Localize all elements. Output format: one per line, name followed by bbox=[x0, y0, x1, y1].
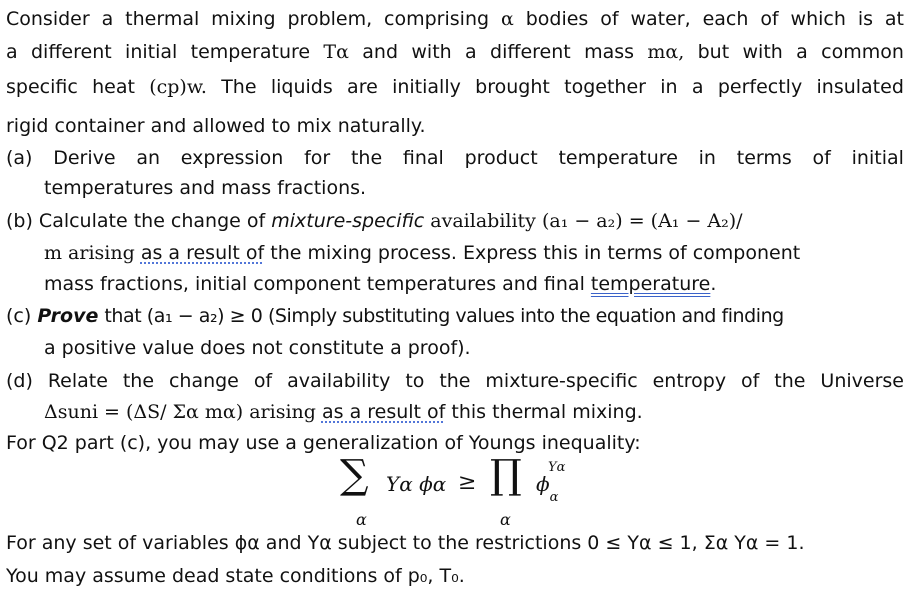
product-exponent: Yα bbox=[548, 460, 566, 475]
intro-line-3 bbox=[6, 74, 904, 100]
word: mass bbox=[584, 41, 635, 63]
sum-term: Yα ϕα bbox=[386, 472, 447, 496]
word: are bbox=[347, 76, 378, 98]
word: an bbox=[136, 147, 161, 169]
word: specific bbox=[6, 76, 78, 98]
part-d-line-2 bbox=[44, 399, 643, 425]
word: Consider bbox=[6, 8, 90, 30]
part-b-line-1 bbox=[6, 208, 743, 234]
part-c-text: that (a₁ − a₂) ≥ 0 (Simply substituting values into the equation and finding bbox=[104, 305, 784, 327]
word: different bbox=[490, 41, 571, 63]
word: change bbox=[168, 370, 239, 392]
word: availability bbox=[287, 370, 391, 392]
word: initial bbox=[851, 147, 904, 169]
word: each bbox=[702, 8, 749, 30]
word: in bbox=[660, 76, 678, 98]
word: temperature bbox=[190, 41, 311, 63]
word: liquids bbox=[270, 76, 333, 98]
word: which bbox=[790, 8, 846, 30]
word: of bbox=[812, 147, 831, 169]
word: common bbox=[821, 41, 904, 63]
word: mixture-specific bbox=[485, 370, 638, 392]
part-c-line-1 bbox=[6, 303, 784, 329]
word: perfectly bbox=[717, 76, 803, 98]
word: to bbox=[405, 370, 425, 392]
word: problem, bbox=[287, 8, 373, 30]
word: the bbox=[122, 370, 155, 392]
part-c-emphasis: Prove bbox=[37, 305, 99, 327]
word: Universe bbox=[820, 370, 904, 392]
part-c-line-2: a positive value does not constitute a proof). bbox=[44, 337, 471, 359]
part-b-text: m arising bbox=[44, 242, 135, 264]
word: water, bbox=[630, 8, 691, 30]
word: mα, bbox=[647, 41, 685, 63]
dead-state-text: You may assume dead state conditions of p₀, T₀. bbox=[6, 565, 465, 587]
word: heat bbox=[92, 76, 135, 98]
part-b-availability-expr: availability (a₁ − a₂) = (A₁ − A₂)/ bbox=[430, 210, 743, 232]
intro-line-2 bbox=[6, 39, 904, 65]
word: the bbox=[350, 147, 383, 169]
product-symbol: ∏ bbox=[490, 452, 522, 498]
word: brought bbox=[475, 76, 550, 98]
word: of bbox=[741, 370, 760, 392]
word: product bbox=[464, 147, 538, 169]
part-d-entropy-expr: Δsuni = (ΔS/ Σα mα) arising bbox=[44, 401, 316, 423]
grammar-flag[interactable]: as a result of bbox=[321, 401, 446, 423]
word: is bbox=[857, 8, 873, 30]
part-a-line-2: temperatures and mass fractions. bbox=[44, 177, 367, 199]
word: bodies bbox=[525, 8, 589, 30]
word: entropy bbox=[652, 370, 727, 392]
word: (cp)w. bbox=[149, 76, 207, 98]
word: (d) bbox=[6, 370, 33, 392]
sum-index: α bbox=[356, 510, 367, 529]
word: Tα bbox=[323, 41, 349, 63]
intro-line-4: rigid container and allowed to mix naturally. bbox=[6, 115, 426, 137]
word: of bbox=[600, 8, 619, 30]
word: initially bbox=[392, 76, 461, 98]
intro-line-1 bbox=[6, 6, 904, 32]
word: expression bbox=[180, 147, 284, 169]
word: final bbox=[402, 147, 444, 169]
youngs-inequality-formula bbox=[340, 452, 580, 532]
product-base: $\phi_\alpha$ bbox=[536, 472, 559, 505]
spelling-flag[interactable]: temperature bbox=[590, 273, 711, 295]
part-b-period: . bbox=[710, 273, 717, 295]
word: a bbox=[796, 41, 808, 63]
word: with bbox=[742, 41, 783, 63]
word: a bbox=[465, 41, 477, 63]
restriction-text: For any set of variables ϕα and Yα subject to the restrictions 0 ≤ Yα ≤ 1, Σα Yα = 1. bbox=[6, 532, 805, 554]
word: and bbox=[362, 41, 399, 63]
word: a bbox=[101, 8, 114, 30]
part-b-line-3 bbox=[44, 271, 716, 297]
word: α bbox=[500, 8, 514, 30]
part-d-text: this thermal mixing. bbox=[451, 401, 643, 423]
word: initial bbox=[125, 41, 178, 63]
word: thermal bbox=[125, 8, 200, 30]
word: of bbox=[760, 8, 779, 30]
word: but bbox=[697, 41, 730, 63]
word: the bbox=[439, 370, 471, 392]
part-b-emphasis: mixture-specific bbox=[271, 210, 425, 232]
word: a bbox=[691, 76, 704, 98]
q2-hint: For Q2 part (c), you may use a generalization of Youngs inequality: bbox=[6, 432, 641, 454]
word: Derive bbox=[53, 147, 116, 169]
word: the bbox=[774, 370, 806, 392]
word: temperature bbox=[558, 147, 678, 169]
word: for bbox=[304, 147, 331, 169]
part-d-line-1 bbox=[6, 368, 904, 394]
word: of bbox=[253, 370, 273, 392]
word: insulated bbox=[816, 76, 904, 98]
word: (a) bbox=[6, 147, 33, 169]
word: a bbox=[6, 41, 18, 63]
part-c-label: (c) bbox=[6, 305, 32, 327]
word: different bbox=[31, 41, 112, 63]
word: Relate bbox=[47, 370, 108, 392]
word: with bbox=[411, 41, 452, 63]
word: terms bbox=[736, 147, 792, 169]
summation-symbol: ∑ bbox=[340, 452, 369, 498]
part-b-text: (b) Calculate the change of bbox=[6, 210, 266, 232]
part-a-line-1 bbox=[6, 145, 904, 171]
word: The bbox=[221, 76, 257, 98]
part-b-line-2 bbox=[44, 240, 800, 266]
word: together bbox=[564, 76, 646, 98]
product-index: α bbox=[500, 510, 511, 529]
part-b-text: mass fractions, initial component temperatures and final bbox=[44, 273, 585, 295]
geq-symbol: ≥ bbox=[458, 470, 477, 495]
word: comprising bbox=[384, 8, 490, 30]
word: at bbox=[884, 8, 904, 30]
word: in bbox=[698, 147, 716, 169]
part-b-text: the mixing process. Express this in terms of component bbox=[270, 242, 801, 264]
word: mixing bbox=[211, 8, 276, 30]
grammar-flag[interactable]: as a result of bbox=[140, 242, 265, 264]
